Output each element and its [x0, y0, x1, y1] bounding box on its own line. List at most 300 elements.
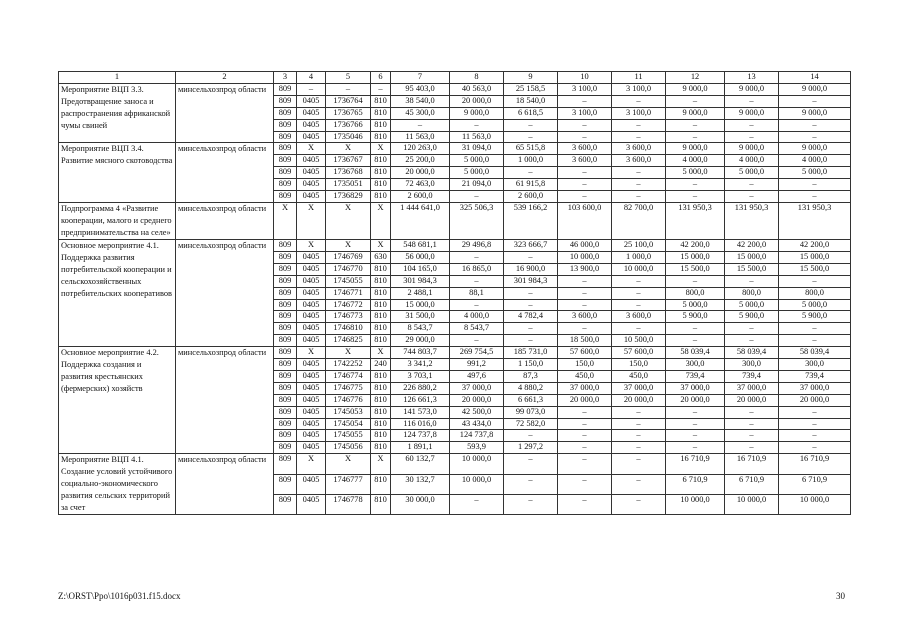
- table-cell: 3 600,0: [612, 311, 666, 323]
- table-cell: 1 444 641,0: [391, 202, 450, 239]
- table-cell: 450,0: [558, 370, 612, 382]
- table-cell: 809: [274, 143, 297, 155]
- table-cell: Х: [326, 454, 371, 474]
- table-cell: 3 600,0: [558, 311, 612, 323]
- table-cell: Х: [297, 143, 326, 155]
- table-cell: –: [725, 406, 779, 418]
- table-cell: –: [612, 474, 666, 494]
- table-cell: 37 000,0: [779, 382, 851, 394]
- table-cell: –: [558, 474, 612, 494]
- table-cell: 4 000,0: [725, 155, 779, 167]
- table-cell: 991,2: [450, 359, 504, 371]
- table-cell: 1746769: [326, 251, 371, 263]
- table-cell: 0405: [297, 251, 326, 263]
- table-cell: –: [558, 119, 612, 131]
- table-cell: 10 000,0: [558, 251, 612, 263]
- table-cell: 99 073,0: [504, 406, 558, 418]
- table-cell: –: [666, 335, 725, 347]
- table-cell: 5 000,0: [450, 155, 504, 167]
- table-cell: 809: [274, 287, 297, 299]
- table-cell: 37 000,0: [666, 382, 725, 394]
- table-cell: –: [558, 191, 612, 203]
- table-cell: –: [371, 83, 391, 95]
- table-cell: 131 950,3: [725, 202, 779, 239]
- table-cell: 0405: [297, 382, 326, 394]
- table-cell: 810: [371, 370, 391, 382]
- table-cell: 30 000,0: [391, 494, 450, 514]
- table-cell: 6 618,5: [504, 107, 558, 119]
- table-cell: 3 100,0: [612, 107, 666, 119]
- table-cell: 9 000,0: [666, 143, 725, 155]
- table-cell: –: [779, 335, 851, 347]
- table-cell: 809: [274, 107, 297, 119]
- table-cell: 809: [274, 347, 297, 359]
- table-cell: –: [558, 418, 612, 430]
- table-cell: –: [666, 179, 725, 191]
- table-cell: –: [612, 430, 666, 442]
- table-cell: –: [504, 119, 558, 131]
- table-cell: 13 900,0: [558, 263, 612, 275]
- table-cell: 744 803,7: [391, 347, 450, 359]
- table-cell: 9 000,0: [779, 83, 851, 95]
- table-cell: 9 000,0: [666, 107, 725, 119]
- table-cell: 809: [274, 155, 297, 167]
- table-row: [59, 83, 851, 95]
- table-cell: 0405: [297, 131, 326, 143]
- table-cell: 58 039,4: [725, 347, 779, 359]
- program-name-cell: Мероприятие ВЦП 4.1. Создание условий устойчивого социально-экономического развития сельских территорий за счет: [59, 454, 176, 515]
- table-cell: 8 543,7: [391, 323, 450, 335]
- table-cell: 20 000,0: [558, 394, 612, 406]
- table-cell: –: [297, 83, 326, 95]
- table-cell: 5 000,0: [725, 299, 779, 311]
- table-cell: 72 582,0: [504, 418, 558, 430]
- table-cell: 301 984,3: [504, 275, 558, 287]
- table-cell: –: [779, 323, 851, 335]
- table-cell: 31 500,0: [391, 311, 450, 323]
- table-cell: 809: [274, 83, 297, 95]
- table-cell: 37 000,0: [450, 382, 504, 394]
- table-cell: 810: [371, 430, 391, 442]
- executor-cell: минсельхозпрод области: [176, 83, 274, 143]
- table-cell: 11 563,0: [391, 131, 450, 143]
- table-cell: –: [504, 454, 558, 474]
- table-cell: Х: [326, 239, 371, 251]
- table-cell: 25 200,0: [391, 155, 450, 167]
- table-cell: 25 100,0: [612, 239, 666, 251]
- table-cell: –: [725, 323, 779, 335]
- table-cell: 809: [274, 131, 297, 143]
- table-cell: –: [612, 167, 666, 179]
- table-cell: 29 496,8: [450, 239, 504, 251]
- table-cell: 1745056: [326, 442, 371, 454]
- table-cell: –: [558, 179, 612, 191]
- table-cell: –: [725, 430, 779, 442]
- table-cell: 450,0: [612, 370, 666, 382]
- column-header-9: 9: [504, 72, 558, 84]
- table-cell: 15 500,0: [725, 263, 779, 275]
- table-cell: 3 600,0: [558, 143, 612, 155]
- table-cell: 809: [274, 179, 297, 191]
- table-cell: –: [504, 131, 558, 143]
- table-cell: 1736829: [326, 191, 371, 203]
- table-cell: 3 600,0: [612, 143, 666, 155]
- table-cell: –: [612, 442, 666, 454]
- table-cell: 126 661,3: [391, 394, 450, 406]
- table-cell: 87,3: [504, 370, 558, 382]
- table-cell: 1 000,0: [504, 155, 558, 167]
- table-cell: –: [504, 167, 558, 179]
- column-header-8: 8: [450, 72, 504, 84]
- table-cell: –: [450, 119, 504, 131]
- table-cell: –: [725, 275, 779, 287]
- table-cell: –: [504, 299, 558, 311]
- column-header-5: 5: [326, 72, 371, 84]
- table-cell: 5 000,0: [666, 299, 725, 311]
- table-row: [59, 454, 851, 474]
- table-cell: 88,1: [450, 287, 504, 299]
- table-cell: 1736766: [326, 119, 371, 131]
- table-cell: 16 710,9: [666, 454, 725, 474]
- table-cell: 300,0: [779, 359, 851, 371]
- table-cell: –: [504, 287, 558, 299]
- table-row: [59, 239, 851, 251]
- table-cell: –: [666, 406, 725, 418]
- table-cell: 131 950,3: [779, 202, 851, 239]
- table-cell: 0405: [297, 107, 326, 119]
- table-cell: 0405: [297, 359, 326, 371]
- table-cell: 3 100,0: [558, 83, 612, 95]
- table-cell: 0405: [297, 370, 326, 382]
- table-cell: 809: [274, 359, 297, 371]
- table-cell: 593,9: [450, 442, 504, 454]
- table-cell: 18 500,0: [558, 335, 612, 347]
- table-cell: 809: [274, 95, 297, 107]
- table-cell: 1746773: [326, 311, 371, 323]
- table-cell: –: [326, 83, 371, 95]
- table-cell: Х: [297, 202, 326, 239]
- table-cell: 1735051: [326, 179, 371, 191]
- table-cell: 0405: [297, 179, 326, 191]
- table-cell: 0405: [297, 167, 326, 179]
- table-cell: 1735046: [326, 131, 371, 143]
- table-cell: 325 506,3: [450, 202, 504, 239]
- table-cell: 6 710,9: [725, 474, 779, 494]
- table-cell: 269 754,5: [450, 347, 504, 359]
- table-cell: –: [666, 323, 725, 335]
- table-cell: 809: [274, 299, 297, 311]
- table-cell: 1736768: [326, 167, 371, 179]
- table-cell: 185 731,0: [504, 347, 558, 359]
- table-cell: –: [450, 251, 504, 263]
- table-cell: 809: [274, 335, 297, 347]
- table-cell: 5 000,0: [725, 167, 779, 179]
- table-cell: 29 000,0: [391, 335, 450, 347]
- table-cell: 60 132,7: [391, 454, 450, 474]
- table-cell: Х: [274, 202, 297, 239]
- table-cell: –: [612, 494, 666, 514]
- table-cell: 37 000,0: [725, 382, 779, 394]
- table-cell: 810: [371, 191, 391, 203]
- program-name-cell: Мероприятие ВЦП 3.4. Развитие мясного скотоводства: [59, 143, 176, 203]
- table-cell: –: [558, 406, 612, 418]
- executor-cell: минсельхозпрод области: [176, 239, 274, 346]
- table-cell: –: [558, 323, 612, 335]
- table-cell: 810: [371, 179, 391, 191]
- table-cell: 1746771: [326, 287, 371, 299]
- table-cell: 1746810: [326, 323, 371, 335]
- table-cell: 150,0: [558, 359, 612, 371]
- table-cell: 809: [274, 430, 297, 442]
- table-cell: –: [558, 287, 612, 299]
- table-cell: 810: [371, 406, 391, 418]
- table-cell: –: [666, 95, 725, 107]
- table-cell: 20 000,0: [779, 394, 851, 406]
- table-cell: 9 000,0: [450, 107, 504, 119]
- table-cell: 16 710,9: [725, 454, 779, 474]
- table-cell: –: [504, 323, 558, 335]
- table-cell: 226 880,2: [391, 382, 450, 394]
- table-cell: 1742252: [326, 359, 371, 371]
- table-cell: 150,0: [612, 359, 666, 371]
- table-cell: 37 000,0: [558, 382, 612, 394]
- table-cell: –: [558, 95, 612, 107]
- table-cell: 810: [371, 311, 391, 323]
- table-cell: –: [779, 131, 851, 143]
- table-cell: 21 094,0: [450, 179, 504, 191]
- table-cell: –: [612, 179, 666, 191]
- table-cell: Х: [297, 239, 326, 251]
- table-cell: 800,0: [725, 287, 779, 299]
- table-cell: –: [612, 191, 666, 203]
- table-cell: 809: [274, 263, 297, 275]
- table-cell: 40 563,0: [450, 83, 504, 95]
- table-cell: 810: [371, 155, 391, 167]
- table-cell: 1 297,2: [504, 442, 558, 454]
- table-cell: –: [725, 179, 779, 191]
- table-cell: 5 000,0: [779, 167, 851, 179]
- table-cell: Х: [326, 347, 371, 359]
- table-cell: –: [450, 299, 504, 311]
- table-cell: 9 000,0: [725, 83, 779, 95]
- table-cell: –: [666, 191, 725, 203]
- table-cell: –: [504, 251, 558, 263]
- table-cell: 0405: [297, 275, 326, 287]
- table-cell: –: [612, 299, 666, 311]
- table-cell: 10 000,0: [779, 494, 851, 514]
- table-cell: –: [391, 119, 450, 131]
- table-cell: 1746772: [326, 299, 371, 311]
- column-header-1: 1: [59, 72, 176, 84]
- table-cell: 809: [274, 167, 297, 179]
- table-cell: –: [725, 191, 779, 203]
- table-cell: 16 710,9: [779, 454, 851, 474]
- table-cell: 42 200,0: [779, 239, 851, 251]
- table-cell: –: [504, 335, 558, 347]
- program-name-cell: Основное мероприятие 4.2. Поддержка создания и развития крестьянских (фермерских) хозяйств: [59, 347, 176, 454]
- table-cell: 124 737,8: [391, 430, 450, 442]
- table-cell: 0405: [297, 418, 326, 430]
- table-cell: 1746777: [326, 474, 371, 494]
- table-cell: –: [558, 167, 612, 179]
- table-cell: 120 263,0: [391, 143, 450, 155]
- table-cell: –: [666, 131, 725, 143]
- table-cell: –: [779, 406, 851, 418]
- table-cell: 300,0: [666, 359, 725, 371]
- table-cell: 30 132,7: [391, 474, 450, 494]
- table-cell: 8 543,7: [450, 323, 504, 335]
- table-cell: 240: [371, 359, 391, 371]
- table-cell: 16 865,0: [450, 263, 504, 275]
- table-cell: 103 600,0: [558, 202, 612, 239]
- table-cell: 809: [274, 474, 297, 494]
- table-cell: 57 600,0: [612, 347, 666, 359]
- table-cell: 301 984,3: [391, 275, 450, 287]
- table-cell: 116 016,0: [391, 418, 450, 430]
- table-cell: 46 000,0: [558, 239, 612, 251]
- table-body: [59, 72, 851, 515]
- table-cell: –: [666, 275, 725, 287]
- table-cell: 809: [274, 406, 297, 418]
- table-cell: –: [666, 442, 725, 454]
- table-cell: 809: [274, 370, 297, 382]
- table-cell: Х: [371, 347, 391, 359]
- table-cell: 58 039,4: [666, 347, 725, 359]
- table-cell: 72 463,0: [391, 179, 450, 191]
- table-cell: 809: [274, 119, 297, 131]
- table-cell: –: [612, 119, 666, 131]
- table-cell: 810: [371, 442, 391, 454]
- table-cell: –: [779, 179, 851, 191]
- table-cell: 630: [371, 251, 391, 263]
- table-cell: 0405: [297, 119, 326, 131]
- table-cell: –: [504, 430, 558, 442]
- table-cell: 57 600,0: [558, 347, 612, 359]
- table-cell: –: [779, 119, 851, 131]
- table-cell: 0405: [297, 311, 326, 323]
- executor-cell: минсельхозпрод области: [176, 143, 274, 203]
- table-cell: –: [779, 191, 851, 203]
- table-cell: –: [612, 287, 666, 299]
- table-cell: 810: [371, 335, 391, 347]
- table-cell: 1746774: [326, 370, 371, 382]
- table-cell: 5 000,0: [450, 167, 504, 179]
- table-cell: 6 661,3: [504, 394, 558, 406]
- table-cell: 10 000,0: [612, 263, 666, 275]
- table-cell: –: [558, 275, 612, 287]
- table-cell: 810: [371, 323, 391, 335]
- table-cell: 809: [274, 442, 297, 454]
- table-cell: 25 158,5: [504, 83, 558, 95]
- table-cell: –: [612, 275, 666, 287]
- table-cell: 15 000,0: [779, 251, 851, 263]
- table-cell: –: [666, 119, 725, 131]
- table-cell: –: [450, 494, 504, 514]
- table-cell: –: [612, 418, 666, 430]
- table-cell: 141 573,0: [391, 406, 450, 418]
- table-cell: 5 900,0: [666, 311, 725, 323]
- table-cell: 0405: [297, 287, 326, 299]
- table-cell: –: [450, 275, 504, 287]
- table-cell: 4 000,0: [450, 311, 504, 323]
- table-cell: 9 000,0: [779, 143, 851, 155]
- table-cell: 10 000,0: [666, 494, 725, 514]
- table-cell: 810: [371, 119, 391, 131]
- header-row: [59, 72, 851, 84]
- table-cell: 3 100,0: [558, 107, 612, 119]
- table-cell: 9 000,0: [666, 83, 725, 95]
- table-cell: –: [779, 418, 851, 430]
- table-row: [59, 202, 851, 239]
- page-number: 30: [836, 591, 845, 601]
- budget-table: [58, 71, 851, 515]
- table-cell: 0405: [297, 335, 326, 347]
- table-cell: –: [725, 119, 779, 131]
- table-cell: 2 488,1: [391, 287, 450, 299]
- table-cell: 38 540,0: [391, 95, 450, 107]
- table-cell: –: [666, 430, 725, 442]
- table-cell: 809: [274, 323, 297, 335]
- table-cell: –: [558, 442, 612, 454]
- table-cell: 0405: [297, 494, 326, 514]
- table-cell: 1745053: [326, 406, 371, 418]
- table-cell: 4 000,0: [666, 155, 725, 167]
- table-cell: 5 900,0: [725, 311, 779, 323]
- table-cell: 4 000,0: [779, 155, 851, 167]
- table-cell: 5 000,0: [779, 299, 851, 311]
- table-cell: –: [558, 494, 612, 514]
- table-cell: 9 000,0: [779, 107, 851, 119]
- table-cell: 1736764: [326, 95, 371, 107]
- table-cell: 1 150,0: [504, 359, 558, 371]
- table-cell: 20 000,0: [450, 95, 504, 107]
- table-cell: 9 000,0: [725, 107, 779, 119]
- table-cell: 42 200,0: [666, 239, 725, 251]
- table-cell: 809: [274, 275, 297, 287]
- table-cell: 61 915,8: [504, 179, 558, 191]
- table-cell: 1745055: [326, 275, 371, 287]
- table-cell: –: [504, 474, 558, 494]
- table-cell: 1746776: [326, 394, 371, 406]
- column-header-3: 3: [274, 72, 297, 84]
- executor-cell: минсельхозпрод области: [176, 454, 274, 515]
- table-cell: –: [612, 454, 666, 474]
- table-cell: 810: [371, 287, 391, 299]
- column-header-4: 4: [297, 72, 326, 84]
- table-cell: –: [725, 418, 779, 430]
- table-cell: 11 563,0: [450, 131, 504, 143]
- table-cell: 20 000,0: [391, 167, 450, 179]
- table-cell: Х: [297, 454, 326, 474]
- table-cell: 95 403,0: [391, 83, 450, 95]
- table-cell: 810: [371, 394, 391, 406]
- table-cell: 809: [274, 311, 297, 323]
- table-cell: 58 039,4: [779, 347, 851, 359]
- column-header-11: 11: [612, 72, 666, 84]
- program-name-cell: Подпрограмма 4 «Развитие кооперации, малого и среднего предпринимательства на селе»: [59, 202, 176, 239]
- table-cell: 809: [274, 418, 297, 430]
- table-cell: –: [725, 335, 779, 347]
- table-cell: 4 880,2: [504, 382, 558, 394]
- table-cell: 20 000,0: [450, 394, 504, 406]
- table-cell: 0405: [297, 474, 326, 494]
- table-cell: –: [612, 95, 666, 107]
- table-cell: 810: [371, 131, 391, 143]
- table-cell: –: [725, 95, 779, 107]
- column-header-13: 13: [725, 72, 779, 84]
- footer-file-path: Z:\ORST\Ppo\1016p031.f15.docx: [58, 591, 181, 601]
- table-cell: 739,4: [725, 370, 779, 382]
